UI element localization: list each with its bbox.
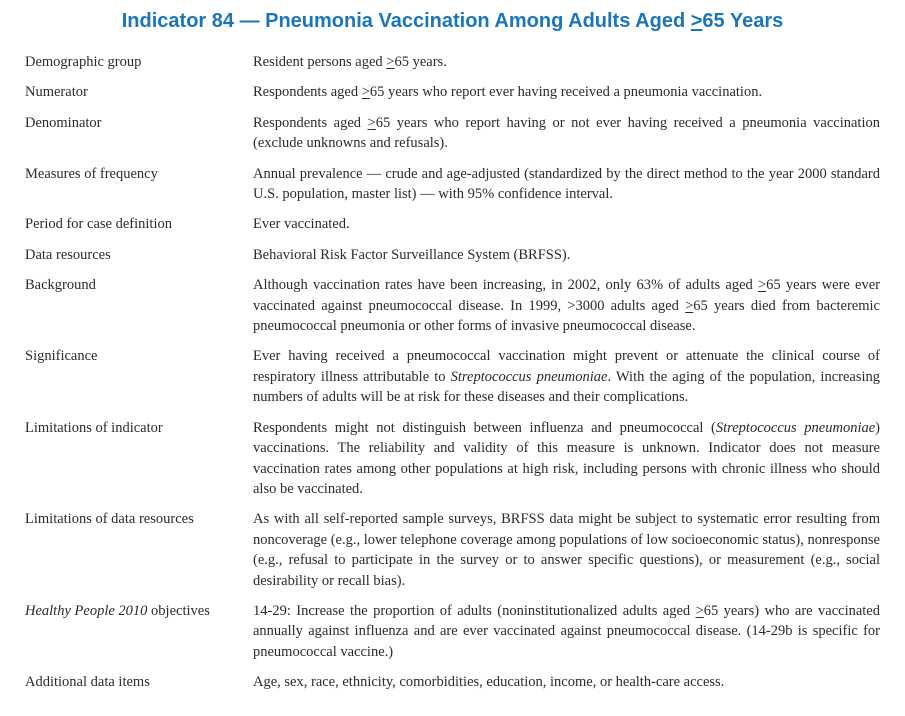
row-value: As with all self-reported sample surveys, BRFSS data might be subject to systematic error resulting from noncoverage (e.g., lower telephone coverage among populations of low socioeconomic status), nonresponse (e.g., refusal to participate in the survey or to answer specific questions), or measurement (e.g., social desirability or recall bias). (253, 511, 880, 589)
table-row-limitations-of-indicator (25, 418, 880, 500)
row-label: Limitations of data resources (25, 511, 194, 528)
table-row-limitations-of-data-resources (25, 509, 880, 591)
row-value: Behavioral Risk Factor Surveillance System (BRFSS). (253, 246, 571, 263)
row-value: Age, sex, race, ethnicity, comorbidities, education, income, or health-care access. (253, 674, 725, 691)
table-row-demographic-group (25, 52, 880, 72)
table-row-additional-data-items (25, 672, 880, 692)
row-value: Ever having received a pneumococcal vaccination might prevent or attenuate the clinical course of respiratory illness attributable to Streptococcus pneumoniae. With the aging of the population, increasing numbers of adults will be at risk for these diseases and their complications. (253, 348, 881, 406)
row-label: Numerator (25, 84, 88, 101)
table-row-period-for-case-definition (25, 214, 880, 234)
row-value: Respondents might not distinguish between influenza and pneumococcal (Streptococcus pneumoniae) vaccinations. The reliability and validity of this measure is unknown. Indicator does not measure vaccination rates among other populations at high risk, including persons with chronic illness who should also be vaccinated. (253, 419, 880, 497)
row-value: Annual prevalence — crude and age-adjusted (standardized by the direct method to the year 2000 standard U.S. population, master list) — with 95% confidence interval. (253, 165, 880, 203)
indicator-definition-table (0, 52, 905, 693)
row-label: Denominator (25, 114, 102, 131)
table-row-healthy-people-2010-objectives (25, 601, 880, 662)
document-page (0, 10, 905, 716)
table-row-measures-of-frequency (25, 164, 880, 205)
row-value: Respondents aged >65 years who report having or not ever having received a pneumonia vaccination (exclude unknowns and refusals). (253, 114, 880, 152)
row-value: Resident persons aged >65 years. (253, 54, 447, 70)
table-row-numerator (25, 82, 880, 102)
table-row-data-resources (25, 245, 880, 265)
row-label: Healthy People 2010 objectives (25, 602, 210, 619)
table-row-background (25, 275, 880, 336)
row-value: 14-29: Increase the proportion of adults (noninstitutionalized adults aged >65 years) who are vaccinated annually against influenza and are ever vaccinated against pneumococcal disease. (14-29b is specific for pneumococcal vaccine.) (253, 602, 880, 660)
row-value: Although vaccination rates have been increasing, in 2002, only 63% of adults aged >65 years were ever vaccinated against pneumococcal disease. In 1999, >3000 adults aged >65 years died from bacteremic pneumococcal pneumonia or other forms of invasive pneumococcal disease. (253, 277, 881, 335)
row-label: Demographic group (25, 54, 142, 70)
page-title: Indicator 84 — Pneumonia Vaccination Among Adults Aged >65 Years (121, 10, 784, 32)
row-label: Significance (25, 348, 98, 365)
table-row-significance (25, 346, 880, 407)
row-label: Period for case definition (25, 216, 172, 233)
row-value: Respondents aged >65 years who report ever having received a pneumonia vaccination. (253, 84, 763, 101)
row-label: Additional data items (25, 674, 150, 691)
row-label: Limitations of indicator (25, 419, 163, 436)
table-row-denominator (25, 113, 880, 154)
row-value: Ever vaccinated. (253, 216, 350, 233)
row-label: Measures of frequency (25, 165, 158, 182)
row-label: Background (25, 277, 96, 294)
row-label: Data resources (25, 246, 111, 263)
